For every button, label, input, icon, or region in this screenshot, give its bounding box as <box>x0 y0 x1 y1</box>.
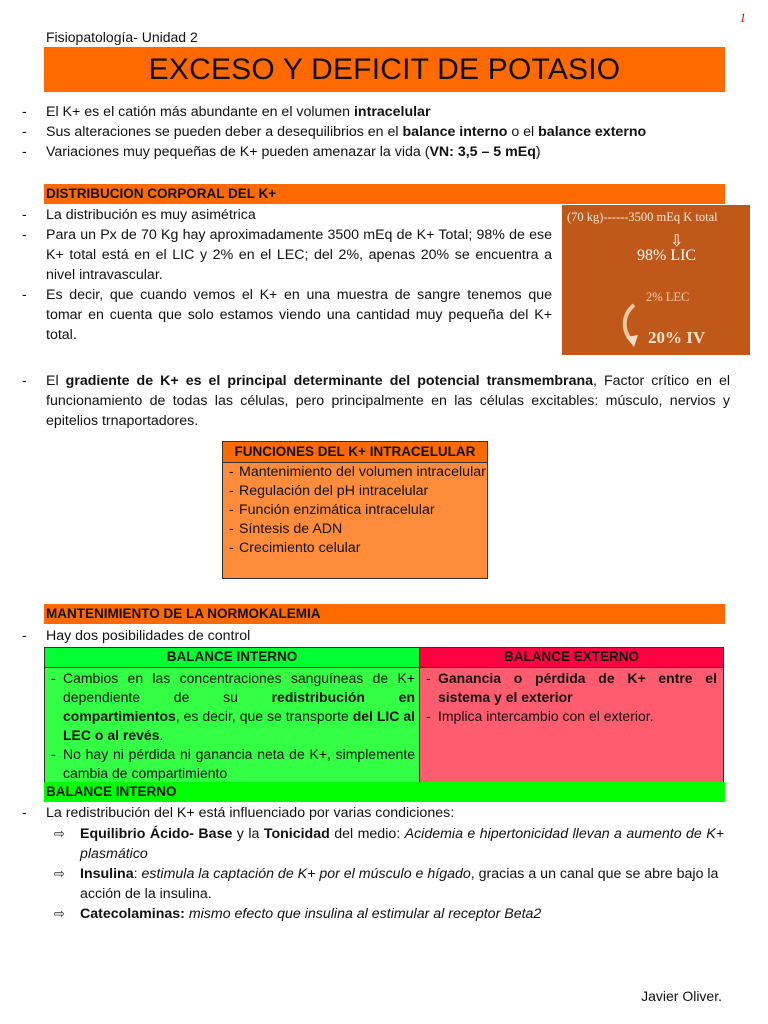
section-header-balance-interno: BALANCE INTERNO <box>44 782 725 802</box>
balance-interno-cell <box>45 668 420 784</box>
bullet-item: - La redistribución del K+ está influenciado por varias condiciones: <box>22 805 455 821</box>
figure-iv-label: 20% IV <box>648 328 706 347</box>
list-item: - Ganancia o pérdida de K+ entre el sistema y el exterior <box>426 670 717 705</box>
right-arrow-icon: ⇨ <box>54 866 65 881</box>
right-arrow-icon: ⇨ <box>54 826 65 841</box>
list-item: - Función enzimática intracelular <box>229 502 435 518</box>
list-item: ⇨ Insulina: estimula la captación de K+ por el músculo e hígado, gracias a un canal que se abre bajo la acción de la insulina. <box>54 866 719 902</box>
funciones-header: FUNCIONES DEL K+ INTRACELULAR <box>223 442 487 463</box>
list-item: ⇨ Catecolaminas: mismo efecto que insulina al estimular al receptor Beta2 <box>54 906 542 922</box>
bullet-item: - Sus alteraciones se pueden deber a desequilibrios en el balance interno o el balance externo <box>22 124 647 140</box>
distribucion-bullets <box>22 205 552 345</box>
funciones-box <box>222 441 488 579</box>
list-item: - Crecimiento celular <box>229 540 361 556</box>
list-item: - Mantenimiento del volumen intracelular <box>229 464 486 480</box>
bullet-item: - La distribución es muy asimétrica <box>22 207 256 223</box>
author: Javier Oliver. <box>641 988 722 1004</box>
balance-table <box>44 647 724 784</box>
list-item: ⇨ Equilibrio Ácido- Base y la Tonicidad del medio: Acidemia e hipertonicidad llevan a aumento de K+ plasmático <box>54 826 724 862</box>
bullet-item: - El K+ es el catión más abundante en el volumen intracelular <box>22 104 431 120</box>
list-item: - Cambios en las concentraciones sanguíneas de K+ dependiente de su redistribución en compartimientos, es decir, que se transporte del LIC al LEC o al revés. <box>51 670 416 743</box>
curved-arrow-icon <box>620 301 642 351</box>
bullet-item: - El gradiente de K+ es el principal determinante del potencial transmembrana, Factor crítico en el funcionamiento de todas las células, pero principalmente en las células excitables: músculo, nervios y epitelios trnaportadores. <box>22 373 730 429</box>
balance-externo-cell <box>420 668 724 784</box>
figure-header: (70 kg)------3500 mEq K total <box>567 210 718 224</box>
condiciones-list <box>52 824 724 924</box>
right-arrow-icon: ⇨ <box>54 906 65 921</box>
bullet-item: - Es decir, que cuando vemos el K+ en una muestra de sangre tenemos que tomar en cuenta que solo estamos viendo una cantidad muy pequeña del K+ total. <box>22 287 552 343</box>
bullet-item: - Para un Px de 70 Kg hay aproximadamente 3500 mEq de K+ Total; 98% de ese K+ total está en el LIC y 2% en el LEC; del 2%, apenas 20% se encuentra a nivel intravascular. <box>22 227 552 283</box>
list-item: - Regulación del pH intracelular <box>229 483 429 499</box>
down-arrow-icon: ⇩ <box>670 233 684 250</box>
bullet-item: - Variaciones muy pequeñas de K+ pueden amenazar la vida (VN: 3,5 – 5 mEq) <box>22 144 541 160</box>
page-title: EXCESO Y DEFICIT DE POTASIO <box>44 47 725 92</box>
gradiente-bullets <box>22 371 730 431</box>
unit-label: Fisiopatología- Unidad 2 <box>46 29 198 45</box>
list-item: - Implica intercambio con el exterior. <box>426 708 654 724</box>
list-item: - No hay ni pérdida ni ganancia neta de K+, simplemente cambia de compartimiento <box>51 746 415 781</box>
page-number: 1 <box>739 10 746 25</box>
figure-lec-label: 2% LEC <box>646 290 690 304</box>
balance-interno-header: BALANCE INTERNO <box>45 648 420 668</box>
list-item: - Síntesis de ADN <box>229 521 343 537</box>
bullet-item: - Hay dos posibilidades de control <box>22 628 251 644</box>
figure-lic-label: 98% LIC <box>637 247 697 264</box>
section-header-distribucion: DISTRIBUCION CORPORAL DEL K+ <box>44 184 725 204</box>
intro-bullets <box>22 102 730 162</box>
balance-externo-header: BALANCE EXTERNO <box>420 648 724 668</box>
section-header-normokalemia: MANTENIMIENTO DE LA NORMOKALEMIA <box>44 604 725 624</box>
potassium-distribution-figure <box>562 205 750 355</box>
balance-interno-bullets <box>22 803 730 823</box>
normokalemia-bullets <box>22 626 730 646</box>
